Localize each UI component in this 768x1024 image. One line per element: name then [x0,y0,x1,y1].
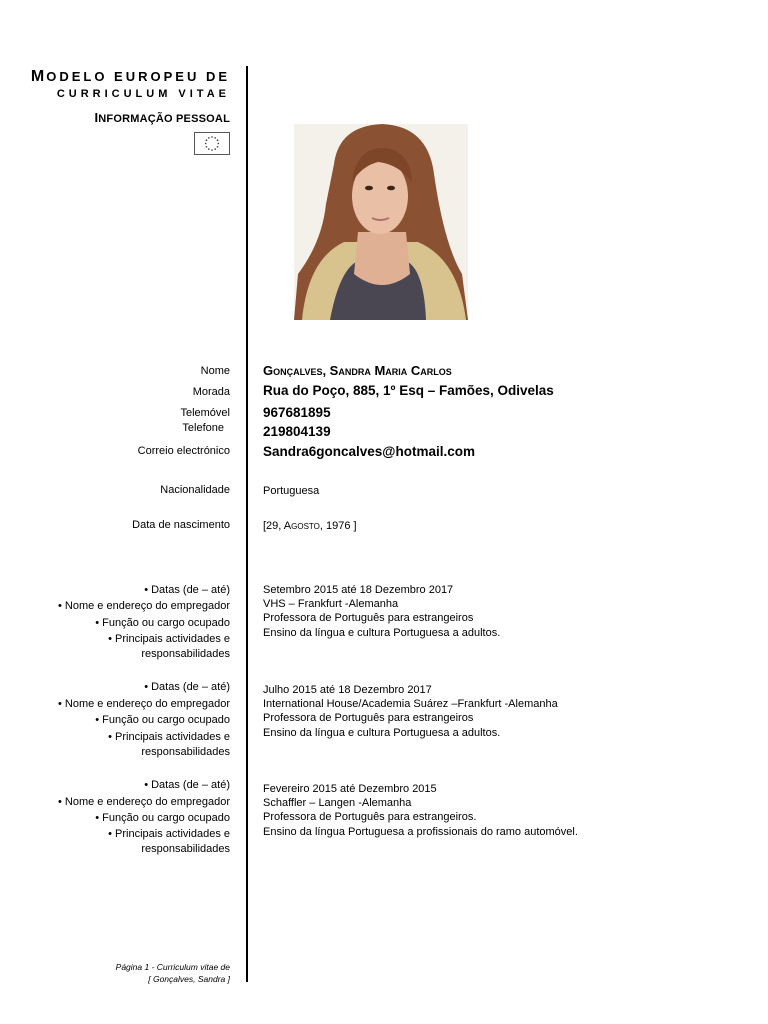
exp2-activities-label: • Principais actividades e [108,731,230,743]
eu-flag-icon [194,132,230,155]
page-footer [116,961,230,985]
cv-title-line1: MODELO EUROPEU DE [30,68,230,85]
exp3-activities: Ensino da língua Portuguesa a profissionais do ramo automóvel. [263,826,578,838]
exp1-activities-label: • Principais actividades e [108,633,230,645]
mobile-label: Telemóvel [180,407,230,419]
nationality-value: Portuguesa [263,485,320,497]
footer-line2: [ Gonçalves, Sandra ] [148,974,230,984]
section-title-personal: INFORMAÇÃO PESSOAL [94,110,230,125]
name-label: Nome [200,365,230,377]
exp2-activities-label-2: responsabilidades [141,746,230,758]
cv-title-line2: CURRICULUM VITAE [56,88,230,100]
email-label: Correio electrónico [137,445,230,457]
phone-label: Telefone [182,422,224,434]
exp3-activities-label-2: responsabilidades [141,843,230,855]
exp1-employer-label: • Nome e endereço do empregador [57,600,230,612]
exp3-dates-label: • Datas (de – até) [144,779,230,791]
exp2-employer-label: • Nome e endereço do empregador [57,698,230,710]
exp2-dates: Julho 2015 até 18 Dezembro 2017 [263,684,432,696]
exp2-dates-label: • Datas (de – até) [144,681,230,693]
exp1-activities-label-2: responsabilidades [141,648,230,660]
phone-value: 219804139 [263,424,331,439]
exp1-role: Professora de Português para estrangeiros [263,612,474,624]
exp3-dates: Fevereiro 2015 até Dezembro 2015 [263,783,437,795]
exp2-role-label: • Função ou cargo ocupado [95,714,230,726]
exp2-activities: Ensino da língua e cultura Portuguesa a adultos. [263,727,501,739]
name-value: Gonçalves, Sandra Maria Carlos [263,363,452,378]
exp1-activities: Ensino da língua e cultura Portuguesa a adultos. [263,627,501,639]
column-divider [246,66,248,982]
nationality-label: Nacionalidade [160,484,230,496]
exp3-role-label: • Função ou cargo ocupado [95,812,230,824]
email-value: Sandra6goncalves@hotmail.com [263,444,475,459]
profile-photo [294,124,468,320]
exp1-employer: VHS – Frankfurt -Alemanha [263,598,399,610]
exp1-dates-label: • Datas (de – até) [144,584,230,596]
footer-line1: Página 1 - Curriculum vitae de [115,962,230,972]
address-label: Morada [192,386,230,398]
exp3-employer-label: • Nome e endereço do empregador [57,796,230,808]
exp3-employer: Schaffler – Langen -Alemanha [263,797,412,809]
exp2-employer: International House/Academia Suárez –Frankfurt -Alemanha [263,698,558,710]
mobile-value: 967681895 [263,405,331,420]
exp1-dates: Setembro 2015 até 18 Dezembro 2017 [263,584,454,596]
birth-date-value: [29, Agosto, 1976 ] [263,520,357,532]
exp2-role: Professora de Português para estrangeiros [263,712,474,724]
exp1-role-label: • Função ou cargo ocupado [95,617,230,629]
address-value: Rua do Poço, 885, 1º Esq – Famões, Odivelas [263,383,554,398]
exp3-activities-label: • Principais actividades e [108,828,230,840]
exp3-role: Professora de Português para estrangeiros. [263,811,477,823]
birth-date-label: Data de nascimento [132,519,230,531]
